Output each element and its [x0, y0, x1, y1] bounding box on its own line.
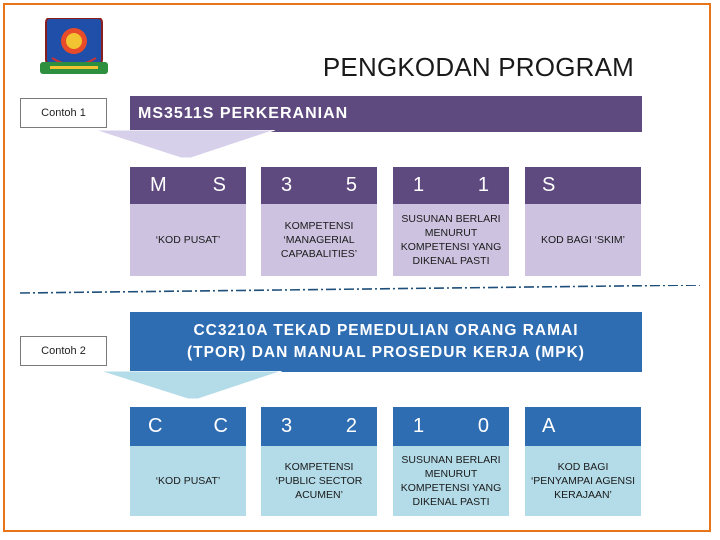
code-tile-group-3 — [393, 407, 509, 446]
description-kod-pusat: ‘KOD PUSAT’ — [130, 204, 246, 276]
down-arrow-icon — [100, 371, 282, 399]
code-char-3: 3 — [281, 174, 293, 196]
description-kod-skim: KOD BAGI ‘SKIM’ — [525, 204, 641, 276]
description-kod-pusat: ‘KOD PUSAT’ — [130, 446, 246, 516]
code-char-6: 1 — [477, 174, 489, 196]
code-char-6: 0 — [477, 415, 489, 437]
example-2-header-line2: (TPOR) DAN MANUAL PROSEDUR KERJA (MPK) — [187, 344, 585, 361]
code-char-7: A — [542, 415, 556, 437]
code-tile-group-4 — [525, 407, 641, 446]
code-tile-group-1 — [130, 167, 246, 204]
description-kompetensi: KOMPETENSI ‘PUBLIC SECTOR ACUMEN’ — [261, 446, 377, 516]
example-2-label: Contoh 2 — [20, 336, 107, 366]
example-1-label: Contoh 1 — [20, 98, 107, 128]
description-kompetensi: KOMPETENSI ‘MANAGERIAL CAPABALITIES’ — [261, 204, 377, 276]
code-char-5: 1 — [413, 174, 425, 196]
code-tile-group-1 — [130, 407, 246, 446]
code-char-2: S — [212, 174, 226, 196]
dash-dot-divider — [20, 285, 700, 295]
code-char-3: 3 — [281, 415, 293, 437]
code-tile-group-3 — [393, 167, 509, 204]
description-susunan: SUSUNAN BERLARI MENURUT KOMPETENSI YANG DIKENAL PASTI — [393, 446, 509, 516]
description-kod-agensi: KOD BAGI ‘PENYAMPAI AGENSI KERAJAAN’ — [525, 446, 641, 516]
code-char-4: 5 — [345, 174, 357, 196]
code-char-1: C — [148, 415, 163, 437]
code-char-4: 2 — [345, 415, 357, 437]
code-tile-group-4 — [525, 167, 641, 204]
down-arrow-icon — [95, 130, 275, 158]
code-char-5: 1 — [413, 415, 425, 437]
example-2-header-line1: CC3210A TEKAD PEMEDULIAN ORANG RAMAI — [193, 322, 579, 339]
example-2-header — [130, 312, 642, 372]
description-susunan: SUSUNAN BERLARI MENURUT KOMPETENSI YANG DIKENAL PASTI — [393, 204, 509, 276]
code-char-7: S — [542, 174, 556, 196]
example-1-header: MS3511S PERKERANIAN — [130, 96, 642, 132]
code-tile-group-2 — [261, 407, 377, 446]
code-char-2: C — [213, 415, 228, 437]
code-tile-group-2 — [261, 167, 377, 204]
page-title: PENGKODAN PROGRAM — [322, 52, 634, 82]
code-char-1: M — [150, 174, 167, 196]
